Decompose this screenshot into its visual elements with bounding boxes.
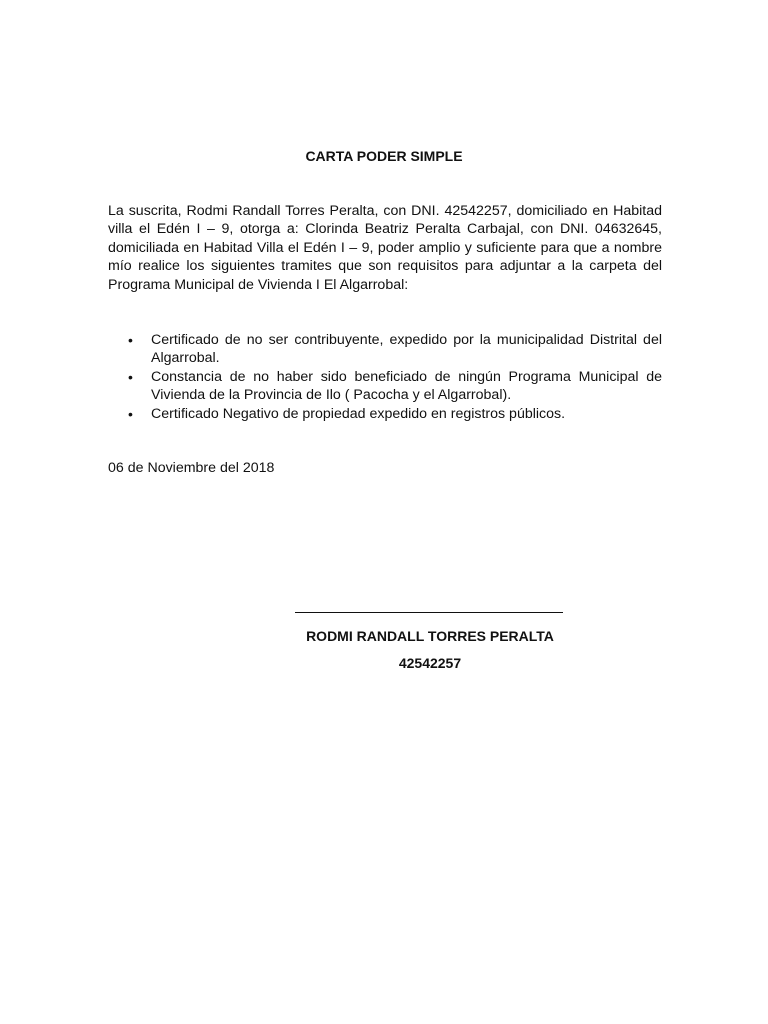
bullet-icon: • [128,332,133,348]
bullet-icon: • [128,405,133,422]
document-title: CARTA PODER SIMPLE [305,148,463,164]
list-item [108,331,662,368]
signature-line [295,612,563,613]
signatory-dni: 42542257 [398,655,462,671]
document-date: 06 de Noviembre del 2018 [108,460,275,476]
list-item [108,368,662,405]
body-paragraph: La suscrita, Rodmi Randall Torres Peralta, con DNI. 42542257, domiciliado en Habitad villa el Edén I – 9, otorga a: Clorinda Beatriz Peralta Carbajal, con DNI. 04632645, domiciliada en Habitad Villa el Edén I – 9, poder amplio y suficiente para que a nombre mío realice los siguientes tramites que son requisitos para adjuntar a la carpeta del Programa Municipal de Vivienda I El Algarrobal: [108,203,662,293]
requirements-list [108,331,662,423]
list-item-text: Constancia de no haber sido beneficiado de ningún Programa Municipal de Vivienda de la Provincia de Ilo ( Pacocha y el Algarrobal). [151,368,662,404]
list-item [108,405,662,423]
signatory-name: RODMI RANDALL TORRES PERALTA [306,628,554,644]
list-item-text: Certificado Negativo de propiedad expedido en registros públicos. [151,405,566,422]
list-item-text: Certificado de no ser contribuyente, expedido por la municipalidad Distrital del Algarrobal. [151,332,662,367]
bullet-icon: • [128,368,133,385]
